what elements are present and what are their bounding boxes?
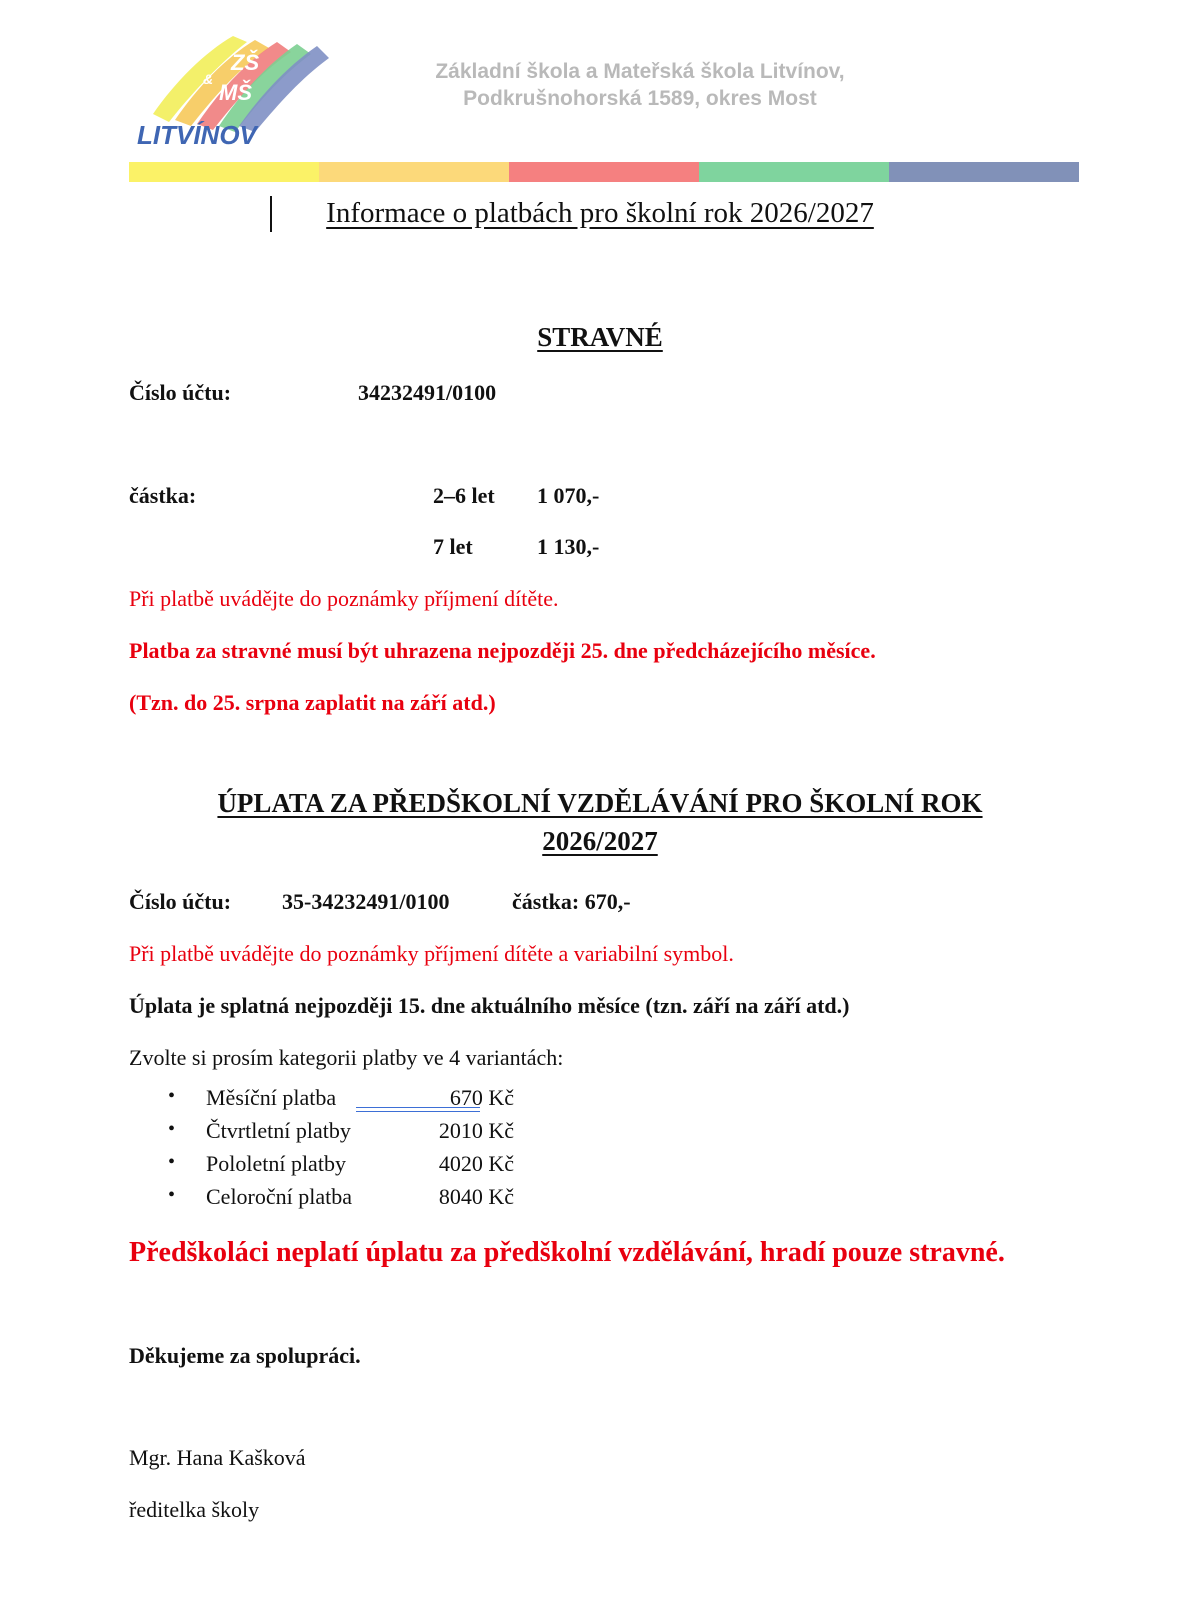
- payment-option-amount: 670 Kč: [449, 1085, 514, 1110]
- uplata-note-deadline: Úplata je splatná nejpozději 15. dne aktuálního měsíce (tzn. září na září atd.): [129, 993, 850, 1018]
- bullet-icon: •: [168, 1184, 176, 1206]
- payment-option: [160, 1184, 660, 1217]
- school-heading: [370, 58, 910, 112]
- bullet-icon: •: [168, 1118, 176, 1140]
- uplata-heading-line1: ÚPLATA ZA PŘEDŠKOLNÍ VZDĚLÁVÁNÍ PRO ŠKOLNÍ ROK: [217, 788, 983, 818]
- logo-city-text: LITVÍNOV: [137, 120, 257, 150]
- stravne-price-2: 1 130,-: [537, 534, 600, 559]
- stravne-price-1: 1 070,-: [537, 483, 600, 508]
- stravne-age-1: 2–6 let: [433, 483, 495, 508]
- payment-option-label: Pololetní platby: [206, 1151, 346, 1176]
- signature-name: Mgr. Hana Kašková: [129, 1445, 306, 1470]
- header-color-bar: [129, 162, 1079, 182]
- school-logo: [135, 22, 335, 162]
- stravne-account-number: 34232491/0100: [358, 380, 497, 405]
- color-bar-segment: [319, 162, 509, 182]
- payment-option: [160, 1085, 660, 1118]
- payment-option-amount: 8040 Kč: [438, 1184, 514, 1209]
- preschool-warning: Předškoláci neplatí úplatu za předškolní vzdělávání, hradí pouze stravné.: [129, 1237, 1005, 1268]
- uplata-heading-line2: 2026/2027: [542, 826, 658, 856]
- payment-option-label: Čtvrtletní platby: [206, 1118, 351, 1143]
- school-name: Základní škola a Mateřská škola Litvínov,: [435, 60, 845, 83]
- uplata-account-label: Číslo účtu:: [129, 889, 232, 914]
- payment-option-amount: 2010 Kč: [438, 1118, 514, 1143]
- school-address: Podkrušnohorská 1589, okres Most: [463, 87, 817, 110]
- uplata-options-intro: Zvolte si prosím kategorii platby ve 4 variantách:: [129, 1045, 564, 1070]
- payment-option-label: Měsíční platba: [206, 1085, 337, 1110]
- color-bar-segment: [699, 162, 889, 182]
- uplata-account-number: 35-34232491/0100: [282, 889, 450, 914]
- stravne-amount-label: částka:: [129, 483, 197, 508]
- signature-role: ředitelka školy: [129, 1497, 260, 1522]
- stravne-age-2: 7 let: [433, 534, 473, 559]
- stravne-heading: STRAVNÉ: [537, 322, 663, 352]
- closing-thanks: Děkujeme za spolupráci.: [129, 1343, 361, 1368]
- bullet-icon: •: [168, 1085, 176, 1107]
- bullet-icon: •: [168, 1151, 176, 1173]
- logo-ms-text: MŠ: [219, 80, 252, 105]
- stravne-note-example: (Tzn. do 25. srpna zaplatit na září atd.): [129, 690, 496, 715]
- payment-option: [160, 1118, 660, 1151]
- stravne-note-deadline: Platba za stravné musí být uhrazena nejpozději 25. dne předcházejícího měsíce.: [129, 638, 876, 663]
- color-bar-segment: [129, 162, 319, 182]
- logo-amp-text: &: [203, 71, 214, 87]
- uplata-note-variable-symbol: Při platbě uvádějte do poznámky příjmení dítěte a variabilní symbol.: [129, 941, 734, 966]
- payment-option: [160, 1151, 660, 1184]
- stravne-note-surname: Při platbě uvádějte do poznámky příjmení dítěte.: [129, 586, 559, 611]
- stravne-account-label: Číslo účtu:: [129, 380, 232, 405]
- payment-option-label: Celoroční platba: [206, 1184, 353, 1209]
- color-bar-segment: [509, 162, 699, 182]
- logo-zs-text: ZŠ: [231, 50, 260, 75]
- color-bar-segment: [889, 162, 1079, 182]
- uplata-amount: částka: 670,-: [512, 889, 631, 914]
- document-title: Informace o platbách pro školní rok 2026/2027: [326, 197, 874, 229]
- payment-options-list: [160, 1085, 660, 1217]
- payment-option-amount: 4020 Kč: [438, 1151, 514, 1176]
